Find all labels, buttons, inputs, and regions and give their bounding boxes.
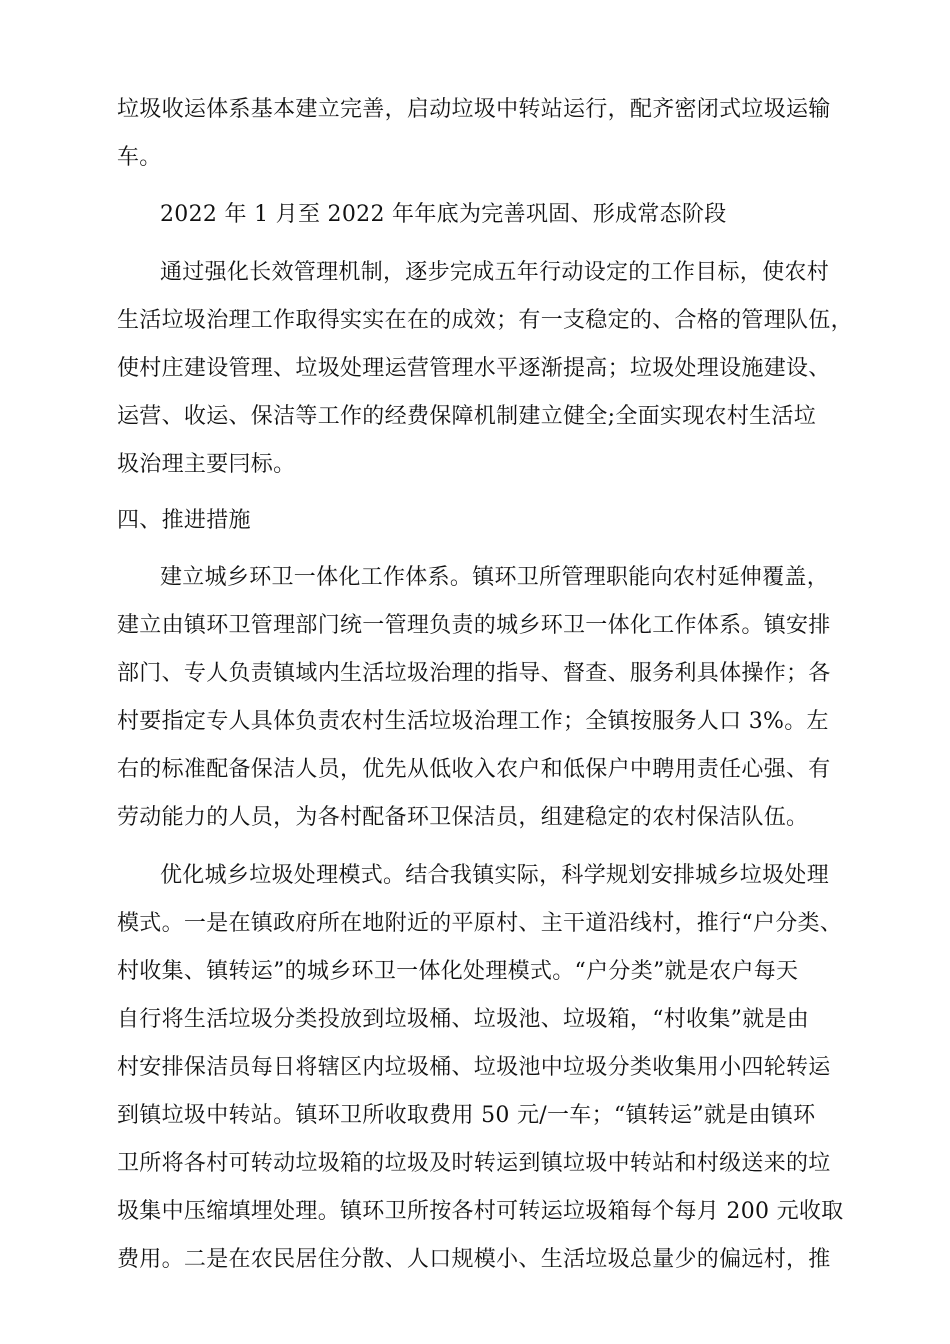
section-heading: 四、推进措施 (117, 508, 251, 533)
text-line: 建立由镇环卫管理部门统一管理负责的城乡环卫一体化工作体系。镇安排 (117, 613, 831, 638)
text-line: 垃圾收运体系基本建立完善，启动垃圾中转站运行，配齐密闭式垃圾运输 (117, 97, 831, 122)
text-line: 自行将生活垃圾分类投放到垃圾桶、垃圾池、垃圾箱，“村收集”就是由 (117, 1007, 810, 1032)
text-line: 右的标准配备保洁人员，优先从低收入农户和低保户中聘用责任心强、有 (117, 757, 831, 782)
text-line: 费用。二是在农民居住分散、人口规模小、生活垃圾总量少的偏远村，推 (117, 1247, 831, 1272)
text-line: 部门、专人负责镇域内生活垃圾治理的指导、督查、服务利具体操作；各 (117, 661, 831, 686)
text-line: 生活垃圾治理工作取得实实在在的成效；有一支稳定的、合格的管理队伍， (117, 308, 853, 333)
text-line: 车。 (117, 145, 162, 170)
text-line: 优化城乡垃圾处理模式。结合我镇实际，科学规划安排城乡垃圾处理 (160, 863, 830, 888)
text-line: 到镇垃圾中转站。镇环卫所收取费用 50 元/一车；“镇转运”就是由镇环 (117, 1103, 816, 1128)
text-line: 村要指定专人具体负责农村生活垃圾治理工作；全镇按服务人口 3%。左 (117, 709, 829, 734)
text-line: 通过强化长效管理机制，逐步完成五年行动设定的工作目标，使农村 (160, 260, 830, 285)
text-line: 建立城乡环卫一体化工作体系。镇环卫所管理职能向农村延伸覆盖， (160, 565, 830, 590)
text-line: 圾集中压缩填埋处理。镇环卫所按各村可转运垃圾箱每个每月 200 元收取 (117, 1199, 844, 1224)
section-heading: 2022 年 1 月至 2022 年年底为完善巩固、形成常态阶段 (160, 202, 727, 227)
text-line: 卫所将各村可转动垃圾箱的垃圾及时转运到镇垃圾中转站和村级送来的垃 (117, 1151, 831, 1176)
text-line: 模式。一是在镇政府所在地附近的平原村、主干道沿线村，推行“户分类、 (117, 911, 843, 936)
text-line: 圾治理主要冃标。 (117, 452, 296, 477)
text-line: 劳动能力的人员，为各村配备环卫保洁员，组建稳定的农村保洁队伍。 (117, 805, 809, 830)
text-line: 村安排保洁员每日将辖区内垃圾桶、垃圾池中垃圾分类收集用小四轮转运 (117, 1055, 831, 1080)
text-line: 运营、收运、保洁等工作的经费保障机制建立健全;全面实现农村生活垃 (117, 404, 817, 429)
text-line: 村收集、镇转运”的城乡环卫一体化处理模式。“户分类”就是农户每天 (117, 959, 799, 984)
text-line: 使村庄建设管理、垃圾处理运营管理水平逐渐提高；垃圾处理设施建设、 (117, 356, 831, 381)
